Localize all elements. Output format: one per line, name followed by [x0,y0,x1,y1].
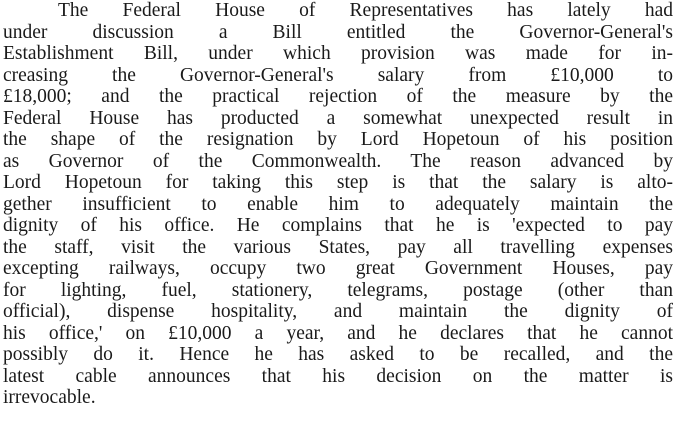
text-line: as Governor of the Commonwealth. The reason advanced by [3,150,673,172]
text-line: possibly do it. Hence he has asked to be recalled, and the [3,344,673,365]
text-line: creasing the Governor-General's salary from £10,000 to [3,64,673,86]
text-line: the staff, visit the various States, pay all travelling expenses [3,236,673,258]
text-line: gether insufficient to enable him to adequately maintain the [3,193,673,215]
text-line: irrevocable. [3,387,96,408]
text-line: latest cable announces that his decision on the matter is [3,365,673,387]
text-line: excepting railways, occupy two great Government Houses, pay [3,258,673,279]
text-line: dignity of his office. He complains that he is 'expected to pay [3,215,673,236]
text-line: the shape of the resignation by Lord Hopetoun of his position [3,129,673,150]
text-line: under discussion a Bill entitled the Governor-General's [3,21,673,43]
text-line: for lighting, fuel, stationery, telegrams, postage (other than [3,279,673,301]
text-line: Lord Hopetoun for taking this step is that the salary is alto- [3,172,673,193]
text-line: Establishment Bill, under which provision was made for in- [3,43,673,64]
text-line: his office,' on £10,000 a year, and he declares that he cannot [3,322,673,344]
text-line: official), dispense hospitality, and maintain the dignity of [3,301,673,322]
text-line: The Federal House of Representatives has lately had [58,0,673,21]
article-text [3,0,673,446]
text-line: £18,000; and the practical rejection of the measure by the [3,86,673,107]
text-line: Federal House has producted a somewhat unexpected result in [3,107,673,129]
